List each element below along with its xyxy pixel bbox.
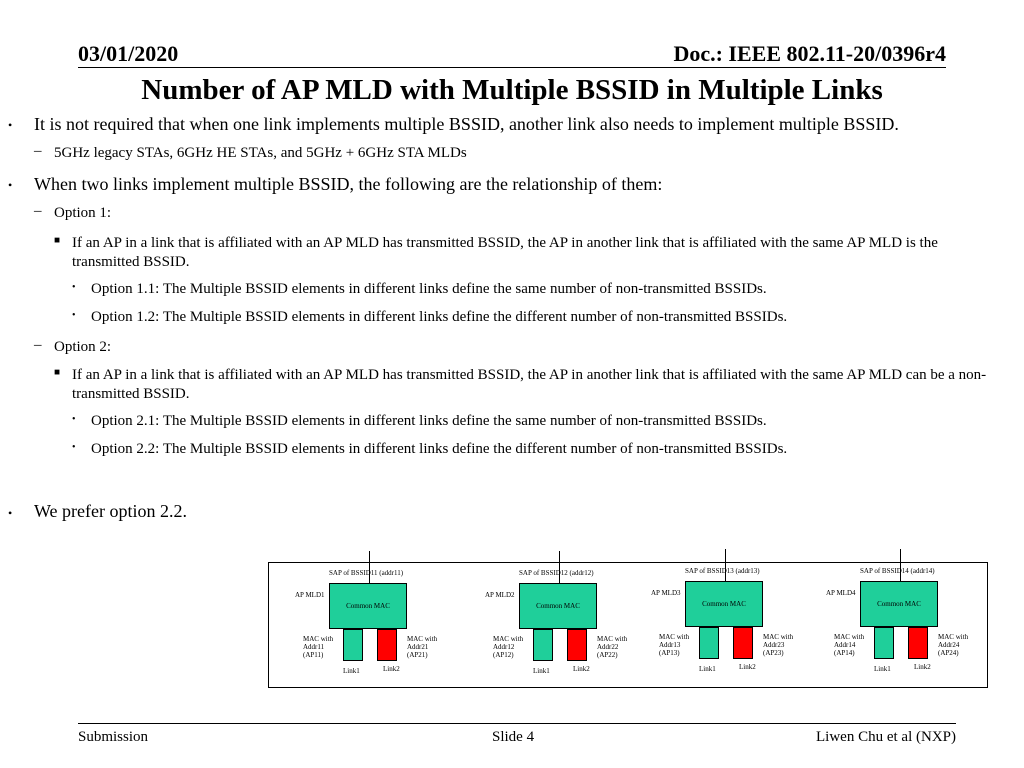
option-item: Option 2.1: The Multiple BSSID elements in different links define the same number of non-transmitted BSSIDs. (91, 413, 767, 429)
header-date: 03/01/2020 (78, 41, 179, 66)
sub-bullet-text: 5GHz legacy STAs, 6GHz HE STAs, and 5GHz + 6GHz STA MLDs (54, 145, 467, 161)
ap-mld-label: AP MLD2 (485, 591, 515, 599)
bullet-marker: • (8, 506, 13, 520)
footer-slide-number: Slide 4 (492, 729, 535, 745)
sub-bullet-text: Option 1: (54, 205, 112, 221)
link2-mac-box (733, 627, 753, 659)
bullet-text: When two links implement multiple BSSID, the following are the relationship of them: (34, 174, 663, 194)
dash-marker: – (34, 337, 42, 353)
ap-mld-label: AP MLD4 (826, 589, 856, 597)
dash-marker: – (34, 143, 42, 159)
common-mac-box: Common MAC (329, 583, 407, 629)
bullet-marker: • (8, 178, 13, 192)
sap-label: SAP of BSSID12 (addr12) (519, 569, 594, 577)
sap-connector-line (725, 549, 726, 581)
mac2-label: MAC with Addr22 (AP22) (597, 635, 628, 659)
common-mac-box: Common MAC (519, 583, 597, 629)
dot-marker: • (72, 310, 76, 321)
mac1-label: MAC with Addr14 (AP14) (834, 633, 865, 657)
link1-mac-box (343, 629, 363, 661)
link1-label: Link1 (874, 665, 891, 673)
square-marker: ■ (54, 235, 61, 246)
sap-label: SAP of BSSID11 (addr11) (329, 569, 404, 577)
mac2-label: MAC with Addr24 (AP24) (938, 633, 969, 657)
sap-connector-line (900, 549, 901, 581)
link2-label: Link2 (383, 665, 400, 673)
ap-mld-label: AP MLD1 (295, 591, 325, 599)
footer-authors: Liwen Chu et al (NXP) (816, 729, 956, 745)
slide-title: Number of AP MLD with Multiple BSSID in Multiple Links (141, 74, 883, 106)
footer-rule (78, 723, 956, 724)
footer-submission: Submission (78, 729, 149, 745)
option-description: If an AP in a link that is affiliated with an AP MLD has transmitted BSSID, the AP in another link that is affiliated with the same AP MLD is the transmitted BSSID. (72, 235, 938, 270)
ap-mld-diagram (268, 562, 988, 688)
link2-label: Link2 (914, 663, 931, 671)
option-item: Option 1.1: The Multiple BSSID elements in different links define the same number of non-transmitted BSSIDs. (91, 281, 767, 297)
link2-mac-box (377, 629, 397, 661)
option-description: If an AP in a link that is affiliated with an AP MLD has transmitted BSSID, the AP in another link that is affiliated with the same AP MLD can be a non-transmitted BSSID. (72, 367, 987, 402)
header-rule (78, 67, 946, 68)
link1-mac-box (699, 627, 719, 659)
square-marker: ■ (54, 367, 61, 378)
bullet-marker: • (8, 118, 13, 132)
link1-label: Link1 (533, 667, 550, 675)
header-doc-id: Doc.: IEEE 802.11-20/0396r4 (673, 41, 946, 66)
dash-marker: – (34, 203, 42, 219)
option-item: Option 2.2: The Multiple BSSID elements in different links define the different number of non-transmitted BSSIDs. (91, 441, 788, 457)
dot-marker: • (72, 442, 76, 453)
link2-label: Link2 (739, 663, 756, 671)
common-mac-box: Common MAC (860, 581, 938, 627)
link1-mac-box (533, 629, 553, 661)
mac1-label: MAC with Addr11 (AP11) (303, 635, 334, 659)
dot-marker: • (72, 414, 76, 425)
common-mac-box: Common MAC (685, 581, 763, 627)
mac1-label: MAC with Addr12 (AP12) (493, 635, 524, 659)
mac2-label: MAC with Addr21 (AP21) (407, 635, 438, 659)
link1-mac-box (874, 627, 894, 659)
bullet-text: It is not required that when one link implements multiple BSSID, another link also needs to implement multiple BSSID. (34, 114, 899, 134)
link2-label: Link2 (573, 665, 590, 673)
sub-bullet-text: Option 2: (54, 339, 112, 355)
sap-label: SAP of BSSID13 (addr13) (685, 567, 760, 575)
sap-label: SAP of BSSID14 (addr14) (860, 567, 935, 575)
sap-connector-line (369, 551, 370, 583)
link1-label: Link1 (699, 665, 716, 673)
sap-connector-line (559, 551, 560, 583)
dot-marker: • (72, 282, 76, 293)
link2-mac-box (908, 627, 928, 659)
link2-mac-box (567, 629, 587, 661)
bullet-text: We prefer option 2.2. (34, 501, 187, 521)
link1-label: Link1 (343, 667, 360, 675)
ap-mld-label: AP MLD3 (651, 589, 681, 597)
mac1-label: MAC with Addr13 (AP13) (659, 633, 690, 657)
mac2-label: MAC with Addr23 (AP23) (763, 633, 794, 657)
option-item: Option 1.2: The Multiple BSSID elements in different links define the different number of non-transmitted BSSIDs. (91, 309, 788, 325)
